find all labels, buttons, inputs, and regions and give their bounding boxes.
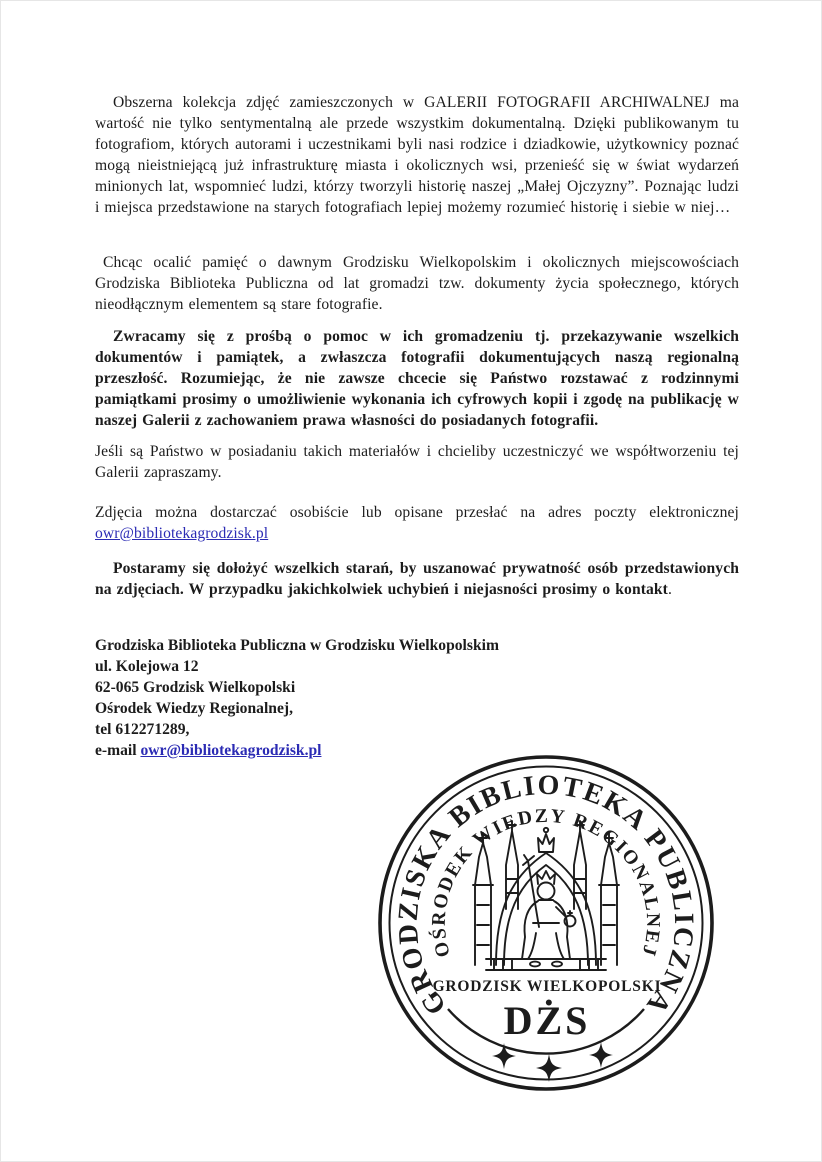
- contact-email-link[interactable]: owr@bibliotekagrodzisk.pl: [140, 742, 322, 759]
- contact-city: 62-065 Grodzisk Wielkopolski: [95, 679, 296, 696]
- star-icon-middle: [536, 1054, 562, 1082]
- contact-email-label: e-mail: [95, 742, 141, 759]
- library-seal: [376, 753, 716, 1093]
- seal-arc-subtitle: OŚRODEK WIEDZY REGIONALNEJ: [428, 805, 664, 960]
- paragraph-delivery: [95, 503, 739, 545]
- contact-institution: Grodziska Biblioteka Publiczna w Grodzisku Wielkopolskim: [95, 637, 499, 654]
- paragraph-privacy-bold: [95, 559, 739, 601]
- king-on-throne-icon: [473, 821, 619, 970]
- paragraph-library-mission: Chcąc ocalić pamięć o dawnym Grodzisku Wielkopolskim i okolicznych miejscowościach Grodziska Biblioteka Publiczna od lat gromadzi tzw. dokumenty życia społecznego, których nieodłącznym elementem są stare fotografie.: [95, 254, 739, 313]
- seal-city-text: GRODZISK WIELKOPOLSKI: [432, 978, 662, 995]
- paragraph-invitation: Jeśli są Państwo w posiadaniu takich materiałów i chcieliby uczestniczyć we współtworzeniu tej Galerii zapraszamy.: [95, 443, 739, 481]
- contact-street: ul. Kolejowa 12: [95, 658, 199, 675]
- paragraph-privacy-period: .: [667, 580, 672, 598]
- paragraph-intro: Obszerna kolekcja zdjęć zamieszczonych w GALERII FOTOGRAFII ARCHIWALNEJ ma wartość nie tylko sentymentalną ale przede wszystkim dokumentalną. Dzięki publikowanym tu fotografiom, których autorami i uczestnikami byli nasi rodzice i dziadkowie, użytkownicy poznać mogą nieistniejącą już infrastrukturę miasta i okolicznych wsi, przenieść się w świat wydarzeń minionych lat, wspomnieć ludzi, którzy tworzyli historię naszej „Małej Ojczyzny”. Poznając ludzi i miejsca przedstawione na starych fotografiach lepiej możemy rozumieć historię i siebie w niej…: [95, 94, 739, 216]
- seal-ring-title: GRODZISKA BIBLIOTEKA PUBLICZNA: [392, 769, 700, 1021]
- seal-abbr-text: DŻS: [503, 998, 591, 1043]
- paragraph-delivery-text: Zdjęcia można dostarczać osobiście lub opisane przesłać na adres poczty elektronicznej: [95, 504, 739, 521]
- email-link[interactable]: owr@bibliotekagrodzisk.pl: [95, 524, 269, 542]
- contact-block: [95, 635, 739, 761]
- star-icon-left: [492, 1043, 516, 1069]
- paragraph-request-bold: Zwracamy się z prośbą o pomoc w ich gromadzeniu tj. przekazywanie wszelkich dokumentów i pamiątek, a zwłaszcza fotografii dokumentujących naszą regionalną przeszłość. Rozumiejąc, że nie zawsze chcecie się Państwo rozstawać z rodzinnymi pamiątkami prosimy o umożliwienie wykonania ich cyfrowych kopii i zgodę na publikację w naszej Galerii z zachowaniem prawa własności do posiadanych fotografii.: [95, 328, 739, 429]
- contact-phone: tel 612271289,: [95, 721, 190, 738]
- paragraph-privacy-text: Postaramy się dołożyć wszelkich starań, by uszanować prywatność osób przedstawionych na zdjęciach. W przypadku jakichkolwiek uchybień i niejasności prosimy o kontakt: [95, 560, 739, 598]
- contact-department: Ośrodek Wiedzy Regionalnej,: [95, 700, 293, 717]
